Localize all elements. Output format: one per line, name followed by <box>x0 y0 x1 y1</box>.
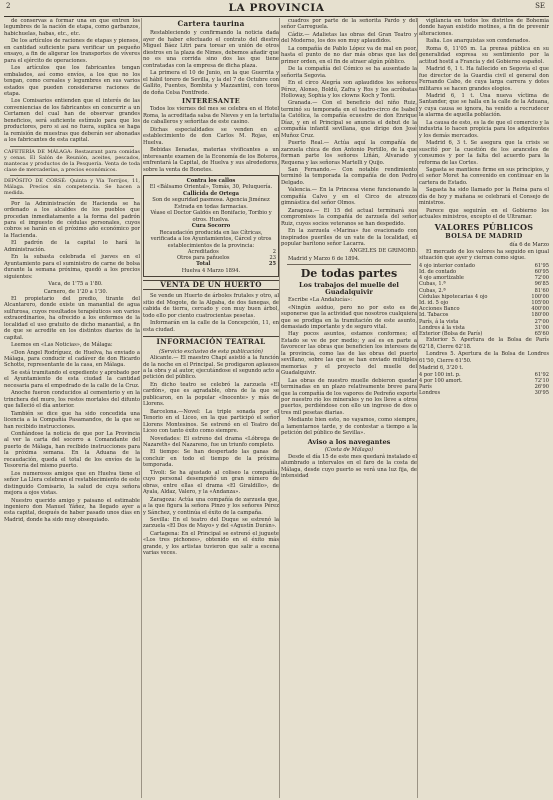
article-paragraph: Sevilla: En el teatro del Duque se estrenó la zarzuela «El Dos de Mayo» y del «Agustín Durán». <box>143 516 279 530</box>
rate-label: Acciones Banco <box>419 306 460 313</box>
article-paragraph: Novedades: El estreno del drama «Lóbrega de Nazareth» del Nazareno, fue un triunfo completo. <box>143 435 279 448</box>
article-paragraph: En dicho teatro se celebró la zarzuela «El cardón», que es agradable, obra de la que se publicaron, en la popular «Inocente» y más de Llorens. <box>143 381 279 408</box>
notice-title: Contra los callos <box>186 177 236 184</box>
section-heading: VALORES PÚBLICOS <box>434 221 534 232</box>
article-paragraph: De los artículos de raciones de etapas y piensos, en cantidad suficiente para verificar un pequeño ensayo, a fin de aligerar los transportes de víveres para el ejército de operaciones. <box>4 38 140 64</box>
rate-label: Id. id. 5 ojo <box>419 300 449 307</box>
rate-value: 60'95 <box>534 269 549 276</box>
article-paragraph: Nuestro querido amigo y paisano el estimable ingeniero don Manuel Yáñez, ha llegado ayer a esta capital, después de haber pasado unos días en Madrid, donde ha sido muy obsequiado. <box>4 497 140 523</box>
signature: ANGELES DE GRIMORD. <box>349 248 417 255</box>
masthead <box>0 2 553 16</box>
article-paragraph: Se está tramitando el expediente y aprobado por el Ayuntamiento de esta ciudad la cantidad necesaria para el empedrado de la calle de la Cruz. <box>4 369 140 389</box>
article-paragraph: Puerto Real.— Actúa aquí la compañía de zarzuela chica de don Antonio Portillo, de la que forman parte los señores Liñán, Alvarado y Requena y las señoras Martelli y Quijo. <box>281 140 417 166</box>
table-cell-label: Acreditados <box>187 248 219 255</box>
article-paragraph: De la compañía del Cómico se ha ausentado la señorita Segovia. <box>281 66 417 79</box>
article-paragraph: San Fernando.— Con notable rendimiento terminó la temporada la compañía de don Pedro Delgado. <box>281 166 417 186</box>
article-paragraph: Leemos en «Las Noticias», de Málaga: <box>11 342 113 349</box>
rate-label: Id. de contado <box>419 269 457 276</box>
article-paragraph: Valencia.— En la Princesa viene funcionando la compañía Calvo y en el Circo de atrezzo gimnástica del señor Olmos. <box>281 187 417 207</box>
rate-value: 27'00 <box>534 318 549 325</box>
column-divider <box>141 18 142 798</box>
rate-label: París <box>419 383 432 390</box>
section-heading: Aviso a los navegantes <box>307 437 391 446</box>
article-paragraph: La causa de esto, es la de que el comercio y la industria lo hacen propicia para los adquirentes y los demás mercados. <box>419 119 549 139</box>
rate-value: 31'00 <box>534 324 549 331</box>
article-paragraph: Barcelona.—Novel: La triple sonada por el Tenorio en el Liceo, en la que participó el señor Llorens Montesinos. Se estrenó en el Teatro del Liceo con tanto éxito como siempre. <box>143 408 279 435</box>
article-paragraph: Granada.— Con el beneficio del niño Ruiz, terminó su temporada en el teatro-circo de Isabel la Católica, la compañía ecuestre de don Enrique Díaz, y en el Principal se anuncia el debut de la compañía infantil sevillana, que dirige don José Muñoz Cruz. <box>281 100 417 139</box>
rate-value: 81'60 <box>534 287 549 294</box>
article-paragraph: Alicante.— El maestro Chapí asistió a la función de la noche en el Principal. Se prodigaron aplausos a la obra y al autor, ejecutándose el segundo acto a petición del público. <box>143 355 279 381</box>
separator <box>10 198 134 199</box>
advertisement: DEPÓSITO DE CORSÉ: Quinta y Vía Torrijos, 11, Málaga. Precios sin competencia. Se hacen a medida. <box>4 177 140 196</box>
newspaper-title: LA PROVINCIA <box>228 2 325 14</box>
separator <box>287 264 411 265</box>
table-cell-value: 25 <box>268 261 276 268</box>
dateline: Madrid y Marzo 6 de 1894. <box>288 255 360 262</box>
notice-date: Huelva 4 Marzo 1894. <box>181 267 241 274</box>
article-paragraph: La compañía de Pablo López va de mal en peor, hasta el punto de no dar más obras que las del primer orden, en el fin de atraer algún público. <box>281 45 417 65</box>
article-paragraph: El padrón de la capital lo hará la Administración. <box>4 240 140 253</box>
article-paragraph: El tiempo: Se han despertado las ganas de concluir en todo el tiempo de la próxima temporada. <box>143 449 279 469</box>
section-heading: INTERESANTE <box>181 96 241 105</box>
article-paragraph: Londres 5. Apertura de la Bolsa de Londres 61'50, Cierre 61'50. <box>419 351 549 364</box>
rate-value: 30'95 <box>534 390 549 397</box>
article-paragraph: Roma 6, 11'05 m. La prensa pública en su generalidad expresa su sentimiento por la actitud hostil a Francia y del Gobierno español. <box>419 45 549 65</box>
article-paragraph: vigilancia en todos los distritos de Bohemia donde hayan existido motines, a fin de prevenir alteraciones. <box>419 18 549 37</box>
section-subheading: (Servicio exclusivo de esta publicación) <box>159 348 263 355</box>
rate-value: 100'00 <box>531 293 549 300</box>
article-paragraph: Bebidas llenadas, materias vivificantes a un interesante examen de la Economía de los Boteros, enfrentará la Capital, de Huelva y sus alrededores, sobre la venta de Bonetes. <box>143 147 279 173</box>
advertisement: CAFETERÍA DE MÁLAGA: Restaurant para comidas y cenas. El Salón de Reunión, aceites, pescados, mantecas y productos de la Pesquería. Venta de toda clase de mercaderías, a precios económicos. <box>4 148 140 173</box>
rate-value: 26'90 <box>534 383 549 390</box>
rate-label: París, á la vista <box>419 318 459 325</box>
separator <box>10 175 134 176</box>
table-cell-value: 2 <box>272 248 276 255</box>
article-paragraph: Italia. Los anarquistas son condenados. <box>426 38 531 45</box>
article-paragraph: Sagasta se mantiene firme en sus principios, y el señor Moret ha convenido en continuar en la cartera de Estado. <box>419 166 549 186</box>
dateline: día 6 de Marzo <box>509 241 549 248</box>
article-paragraph: Todos los viernes del mes se celebra en el Hotel Roma, la acreditada salsa de Nieves y en la tertulia de caballeros y señoritas de este casino. <box>143 106 279 126</box>
table-cell-label: Otros para pañuelos <box>177 255 230 262</box>
section-subheading: BOLSA DE MADRID <box>445 232 523 241</box>
article-paragraph: Mediante bien esto, no vayamos, como siempre, a lamentarnos tarde, y de contestar a tiempo a la petición del público de Sevilla». <box>281 417 417 437</box>
page-number: 2 <box>6 2 11 10</box>
article-paragraph: Dichas especialidades se venden en el establecimiento de don Carlos M. Rojas, en Huelva. <box>143 126 279 146</box>
rate-label: Id. Tabacos <box>419 312 449 319</box>
notice-text: Son de seguridad pasmosa. Agencia Jiménez Estrada en todas farmacias. <box>152 197 270 210</box>
rate-label: Londres <box>419 390 441 397</box>
section-subheading: Los trabajos del muelle del Guadalquivir <box>299 281 399 296</box>
section-subheading: (Costa de Málaga) <box>324 447 374 454</box>
article-paragraph: También se dice que ha sido concedida una licencia a la Compañía Pasamandos, de la que se han recibido instrucciones. <box>4 410 140 430</box>
article-paragraph: «Don Ángel Rodríguez, de Huelva, ha enviado a Málaga, para conducir el cadáver de don Ricardo Schotte, representante de la casa, en Málaga. <box>4 349 140 369</box>
price-line: Vaca, de 1'75 a 1'80. <box>48 281 103 288</box>
article-paragraph: Cartagena: En el Principal se estrenó el juguete «Los tres pichones», obtenido en el éxito más grande, y los artistas tuvieron que salir a escena varias veces. <box>143 530 279 557</box>
notice-table <box>146 249 276 268</box>
article-paragraph: Por la Administración de Hacienda se ha ordenado a los alcaldes de los pueblos que procedan inmediatamente a la forma del padrón para el impuesto de cédulas personales, cuyos cobros se harán en el próximo año económico por la Hacienda. <box>4 200 140 239</box>
article-paragraph: Madrid 6, 1 t. Una nueva víctima de Santander, que se halla en la calle de la Aduana, y cuya causa se ignora, ha venido a recrudecer la alarma de aquella población. <box>419 92 549 119</box>
table-cell-value: 23 <box>269 255 276 262</box>
rate-value: 61'92 <box>534 371 549 378</box>
rate-label: 4 ojo amortizable <box>419 275 464 282</box>
article-paragraph: Zaragoza: Actúa una compañía de zarzuela que, a la que figura la señora Pinzo y los señores Pérez y Sánchez, y continúa el éxito de la campaña. <box>143 496 279 516</box>
article-paragraph: Informarán en la calle de la Concepción, 11, en esta ciudad. <box>143 320 279 333</box>
rate-label: Cédulas hipotecarias 4 ojo <box>419 293 488 300</box>
article-paragraph: La primera el 10 de Junio, en la que Guerrita y el hábil torero de Sevilla, y la del 7 de Octubre con Gallito, Fuentes, Bombita y Mazzantini, con toros de doña Celsa Fontfrede. <box>143 70 279 96</box>
rate-value: 61'95 <box>534 262 549 269</box>
masthead-rule <box>4 16 549 17</box>
article-paragraph: Sagasta ha sido llamado por la Reina para el día de hoy y mañana se celebrará el Consejo de ministros. <box>419 187 549 207</box>
article-paragraph: Escribe «La Andalucía»: <box>288 297 352 304</box>
notice-text: Recaudación producida en las Cítricas, verificada a los Ayuntamientos, Cárcel y otros establecimientos de la provincia: <box>150 229 272 249</box>
price-line: Carnero, de 1'20 a 1'30. <box>43 288 108 295</box>
article-paragraph: de conservas a formar una en que entren los legumbres de la nación de etapa, como garbanzos, habichuelas, habas, etc., etc. <box>4 18 140 37</box>
column-4 <box>419 18 549 798</box>
article-paragraph: Restableciendo y confirmando la noticia dada ayer de haber efectuado el contrato del diestro Miguel Báez Litri para torear en unión de otros diestros en la plaza de Nimes, debemos añadir que no es una corrida sino dos las que tiene contratadas con la empresa de dicha plaza. <box>143 30 279 69</box>
article-paragraph: Los artículos que los fabricantes tengan embalados, así como envíos, a los que no los tengan, como cereales y legumbres en sus varios estados que pueden considerarse raciones de etapa. <box>4 65 140 97</box>
rate-value: 72'10 <box>534 377 549 384</box>
rate-label: Exterior (Bolsa de París) <box>419 331 483 338</box>
rate-value: 105'00 <box>531 300 549 307</box>
article-paragraph: Confiándose la noticia de que por La Provincia al ver la carta del socorro a Comandante del puerto de Málaga, han recibido instrucciones para la próxima semana. En la Aduana de la recaudación, queda el total de los envíos de la Tesorería del mismo puerto. <box>4 431 140 470</box>
column-3 <box>281 18 417 798</box>
article-paragraph: Los Comisarios entienden que el interés de las conveniencias de los fabricantes en concurrir a un Certamen del cual han de observar grandes beneficios, será suficiente estímulo para que los productores, pero si así no fuera, suplica se haga la remisión de muestras que deberán ser abonadas a los fabricantes de esta capital. <box>4 98 140 144</box>
column-1 <box>4 18 140 798</box>
column-divider <box>417 18 418 798</box>
rate-value: 72'00 <box>534 275 549 282</box>
rate-label: 4 ojo interior contado <box>419 262 475 269</box>
rate-label: Londres á la vista <box>419 324 465 331</box>
rate-value: 400'00 <box>531 306 549 313</box>
article-paragraph: Los numerosos amigos que en Huelva tiene el señor La Llera celebran el restablecimiento de este distinguido Comisario, la salud de cuya señora mejora a ojos vistas. <box>4 470 140 497</box>
article-paragraph: Madrid 6, 3 t. Se asegura que la crisis se suscitó por la cuestión de los aranceles de consumos y por la falta del acuerdo para la reforma de las Cortes. <box>419 140 549 166</box>
rate-value: 65'60 <box>534 331 549 338</box>
section-heading: VENTA DE UN HUERTO <box>143 280 279 290</box>
article-paragraph: En la subasta celebrada el jueves en el Ayuntamiento para el suministro de carne de bolsa durante la semana próxima, quedó a los precios siguientes: <box>4 254 140 280</box>
rates-table <box>419 263 549 337</box>
section-heading: De todas partes <box>300 267 398 281</box>
article-paragraph: El propietario del predio, tirante del Alcantarero, donde existe un manantial de agua sulfurosa, cuyos resultados terapéuticos son varios extraordinarios, ha ofrecido a los enfermos de la localidad el uso gratuito de dicho manantial, a fin de que se acredite en los distintos diarios de la capital. <box>4 295 140 341</box>
article-paragraph: Anoche fueron conducidos al cementerio y en la trinchera del muro, los restos mortales del difunto que falleció el día anterior. <box>4 390 140 410</box>
rate-label: 4 por 100 int. p. <box>419 371 461 378</box>
dateline: Madrid 6, 3'20 t. <box>419 365 464 372</box>
article-paragraph: En la zarzuela «Marina» fue ovacionado con inspirados pueriles de un vate de la localidad, el popular barítono señor Lacarra. <box>281 228 417 247</box>
article-paragraph: Desde el día 15 de este mes quedará instalado el alumbrado a intervalos en el faro de la costa de Málaga, desde cuyo puerto se verá una luz fija, de intensidad <box>281 453 417 479</box>
notice-title: Callicida de Ortega <box>183 190 239 197</box>
column-2 <box>143 18 279 798</box>
article-paragraph: Se vende un Huerto de árboles frutales y otro, al sitio del Mogote, de la Algaba, de dos fanegas, de cabida de tierra, cercado y con muy buen árbol, todo ello por ciento cuatrocientas pesetas. <box>143 293 279 319</box>
rates-table <box>419 372 549 397</box>
article-paragraph: «Ningún asiduo, pero no por esto es de suponerse que la actividad que nosotros cualquiera que se prodiga en la tramitación de este asunto, demasiado importante y de seguro vital. <box>281 304 417 331</box>
article-paragraph: Tívoli: Se ha ajustado al coliseo la compañía, cuyo personal desempeñó un gran número de obras, entre ellas el drama «El Giraldillo», de Ayala, Aldaz, Valero, y la «Andanza». <box>143 469 279 496</box>
notice-box <box>143 175 279 277</box>
rate-label: 4 por 100 amort. <box>419 377 463 384</box>
rate-value: 180'00 <box>531 312 549 319</box>
article-paragraph: Madrid 6, 1 t. Ha fallecido en Segovia el que fue director de la Guardia civil el general don Fernando Cabo, de cuya larga carrera y dotes militares se hacen grandes elogios. <box>419 66 549 92</box>
rate-value: 96'85 <box>534 281 549 288</box>
column-divider <box>279 18 280 798</box>
notice-text: Véase el Doctor Galdós en Bonifacio, Toribio y otros. Huelva. <box>150 210 272 223</box>
article-paragraph: Zaragoza.— El 15 del actual terminará sus compromisos la compañía de zarzuela del señor Ruiz, cuyos socios veteranos se han despedido. <box>281 207 417 227</box>
section-heading: INFORMACIÓN TEATRAL <box>143 336 279 345</box>
article-paragraph: Parece que seguirán en el Gobierno los actuales ministros, excepto el de Ultramar. <box>419 207 549 221</box>
rate-label: Cubas, 2.ª <box>419 287 446 294</box>
article-paragraph: Cádiz.— Adalietas las obras del Gran Teatro y del Moderno, los dos son muy aplaudidos. <box>281 31 417 45</box>
article-paragraph: En el circo Alegría son aplaudidos los señores Pérez, Alonso, Boldú, Zafra y Ros y los acróbatas Holloway, Sophia y los clowns Koch y Tonti. <box>281 80 417 99</box>
separator <box>10 146 134 147</box>
notice-title: Cura Socorro <box>191 223 231 230</box>
article-paragraph: El mercado de los valores ha seguido en igual situación que ayer y cierran como sigue. <box>419 248 549 262</box>
article-paragraph: cuadros por parte de la señorita Pardo y del señor Carreguela. <box>281 18 417 31</box>
table-cell-label: Total <box>196 261 211 268</box>
table-row <box>419 390 549 396</box>
article-paragraph: Las obras de nuestro muelle debieron quedar terminadas en un plazo relativamente breve para que la compañía de los vapores de Pedreño exporte por nuestro río los minerales y no los lleve a otros puertos, perdiéndose con ello un ingreso de dos o tres mil pesetas diarias. <box>281 377 417 416</box>
rate-label: Cubas, 1.ª <box>419 281 446 288</box>
notice-text: El «Bálsamo Oriental», Tomás, 30, Peluquería. <box>149 184 273 191</box>
article-paragraph: Hay pocos asuntos, estamos conformes; el Estado se ve de por medio; y así es en parte a favorecer las obras que beneficien los intereses de la provincia, como las de las obras del puerto sevillano, sobre las que se han enviado múltiples memorias y el proyecto del muelle del Guadalquivir. <box>281 331 417 377</box>
article-paragraph: Exterior 5. Apertura de la Bolsa de París 62'18, Cierre 62'18. <box>419 337 549 350</box>
corner-mark: SE <box>535 2 545 10</box>
section-heading: Cartera taurina <box>177 19 245 28</box>
